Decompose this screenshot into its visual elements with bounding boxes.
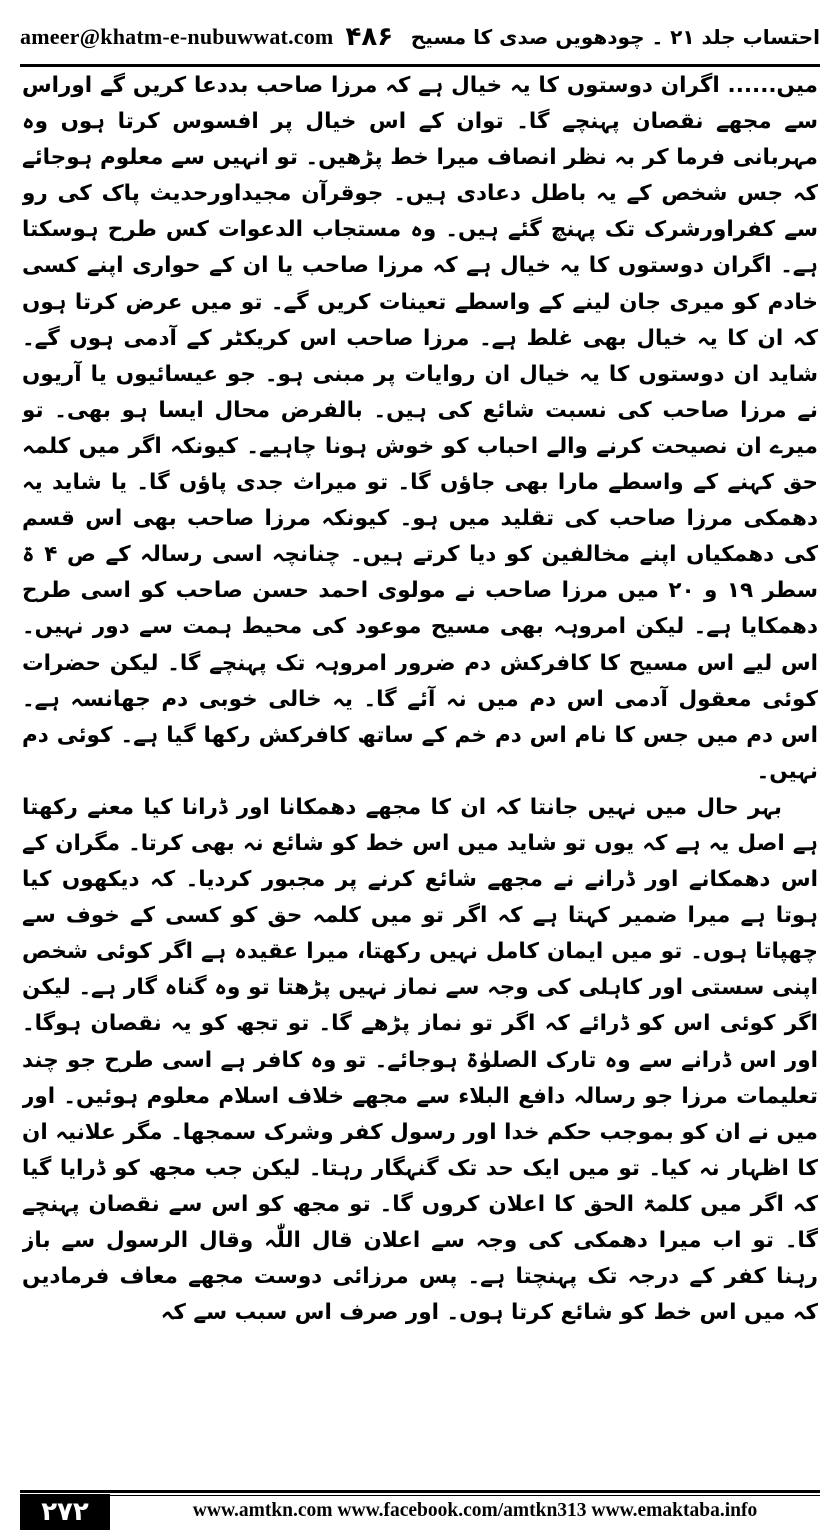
footer-page-number: ۲۷۲: [20, 1494, 110, 1530]
header-left: [20, 22, 393, 52]
page-number-top: ۴۸۶: [345, 22, 394, 52]
paragraph-1: میں...... اگران دوستوں کا یہ خیال ہے کہ مرزا صاحب بددعا کریں گے اوراس سے مجھے نقصان پہنچے گا۔ توان کے اس خیال پر افسوس کرتا ہوں وہ مہربانی فرما کر بہ نظر انصاف میرا خط پڑھیں۔ تو انہیں سے معلوم ہوجائے کہ جس شخص کے یہ باطل دعادی ہیں۔ جوقرآن مجیداورحدیث پاک کی رو سے کفراورشرک تک پہنچ گئے ہیں۔ وہ مستجاب الدعوات کس طرح ہوسکتا ہے۔ اگران دوستوں کا یہ خیال ہے کہ مرزا صاحب یا ان کے حواری اپنے کسی خادم کو میری جان لینے کے واسطے تعینات کریں گے۔ تو میں عرض کرتا ہوں کہ ان کا یہ خیال بھی غلط ہے۔ مرزا صاحب اس کریکٹر کے آدمی ہوں گے۔ شاید ان دوستوں کا یہ خیال ان روایات پر مبنی ہو۔ جو عیسائیوں یا آریوں نے مرزا صاحب کی نسبت شائع کی ہیں۔ بالفرض محال ایسا ہو بھی۔ تو میرے ان نصیحت کرنے والے احباب کو خوش ہونا چاہیے۔ کیونکہ اگر میں کلمہ حق کہنے کے واسطے مارا بھی جاؤں گا۔ تو میراث جدی پاؤں گا۔ یا شاید یہ دھمکی مرزا صاحب کی تقلید میں ہو۔ کیونکہ مرزا صاحب بھی اس قسم کی دھمکیاں اپنے مخالفین کو دیا کرتے ہیں۔ چنانچہ اسی رسالہ کے ص ۴ ۃ سطر ۱۹ و ۲۰ میں مرزا صاحب نے مولوی احمد حسن صاحب کو اسی طرح دھمکایا ہے۔ لیکن امروہہ بھی مسیح موعود کی محیط ہمت سے دور نہیں۔ اس لیے اس مسیح کا کافرکش دم ضرور امروہہ تک پہنچے گا۔ لیکن حضرات کوئی معقول آدمی اس دم میں نہ آئے گا۔ یہ خالی خوبی دم جھانسہ ہے۔ اس دم میں جس کا نام اس دم خم کے ساتھ کافرکش رکھا گیا ہے۔ کوئی دم نہیں۔: [22, 73, 818, 784]
page-header: [20, 14, 820, 60]
main-text: [22, 68, 818, 1482]
paragraph-2: بہر حال میں نہیں جانتا کہ ان کا مجھے دھمکانا اور ڈرانا کیا معنے رکھتا ہے اصل یہ ہے کہ یوں تو شاید میں اس خط کو شائع نہ بھی کرتا۔ مگران کے اس دھمکانے اور ڈرانے نے مجھے شائع کرنے پر مجبور کردیا۔ کہ دیکھوں کیا ہوتا ہے میرا ضمیر کہتا ہے کہ اگر تو میں کلمہ حق کو کسی کے خوف سے چھپاتا ہوں۔ تو میں ایمان کامل نہیں رکھتا، میرا عقیدہ ہے اگر کوئی شخص اپنی سستی اور کاہلی کی وجہ سے نماز نہیں پڑھتا تو وہ گناہ گار ہے۔ لیکن اگر کوئی اس کو ڈرائے کہ اگر تو نماز پڑھے گا۔ تو تجھ کو یہ نقصان ہوگا۔ اور اس ڈرانے سے وہ تارک الصلوٰۃ ہوجائے۔ تو وہ کافر ہے اسی طرح جو چند تعلیمات مرزا جو رسالہ دافع البلاء سے مجھے خلاف اسلام معلوم ہوئیں۔ اور میں نے ان کو بموجب حکم خدا اور رسول کفر وشرک سمجھا۔ مگر علانیہ ان کا اظہار نہ کیا۔ تو میں ایک حد تک گنہگار رہتا۔ لیکن جب مجھ کو ڈرایا گیا کہ اگر میں کلمۃ الحق کا اعلان کروں گا۔ تو مجھ کو اس سے نقصان پہنچے گا۔ تو اب میرا دھمکی کی وجہ سے اعلان قال اللّٰہ وقال الرسول سے باز رہنا کفر کے درجہ تک پہنچتا ہے۔ پس مرزائی دوست مجھے معاف فرمادیں کہ میں اس خط کو شائع کرتا ہوں۔ اور صرف اس سبب سے کہ: [22, 794, 818, 1326]
footer-divider-thin: [20, 1495, 820, 1496]
footer-links[interactable]: www.amtkn.com www.facebook.com/amtkn313 www.emaktaba.info: [192, 1500, 758, 1521]
email-address[interactable]: ameer@khatm-e-nubuwwat.com: [20, 24, 334, 49]
footer-divider: [20, 1490, 820, 1493]
header-divider: [20, 64, 820, 67]
page-footer: [20, 1490, 820, 1530]
book-title: احتساب جلد ۲۱ ۔ چودھویں صدی کا مسیح: [410, 25, 820, 49]
